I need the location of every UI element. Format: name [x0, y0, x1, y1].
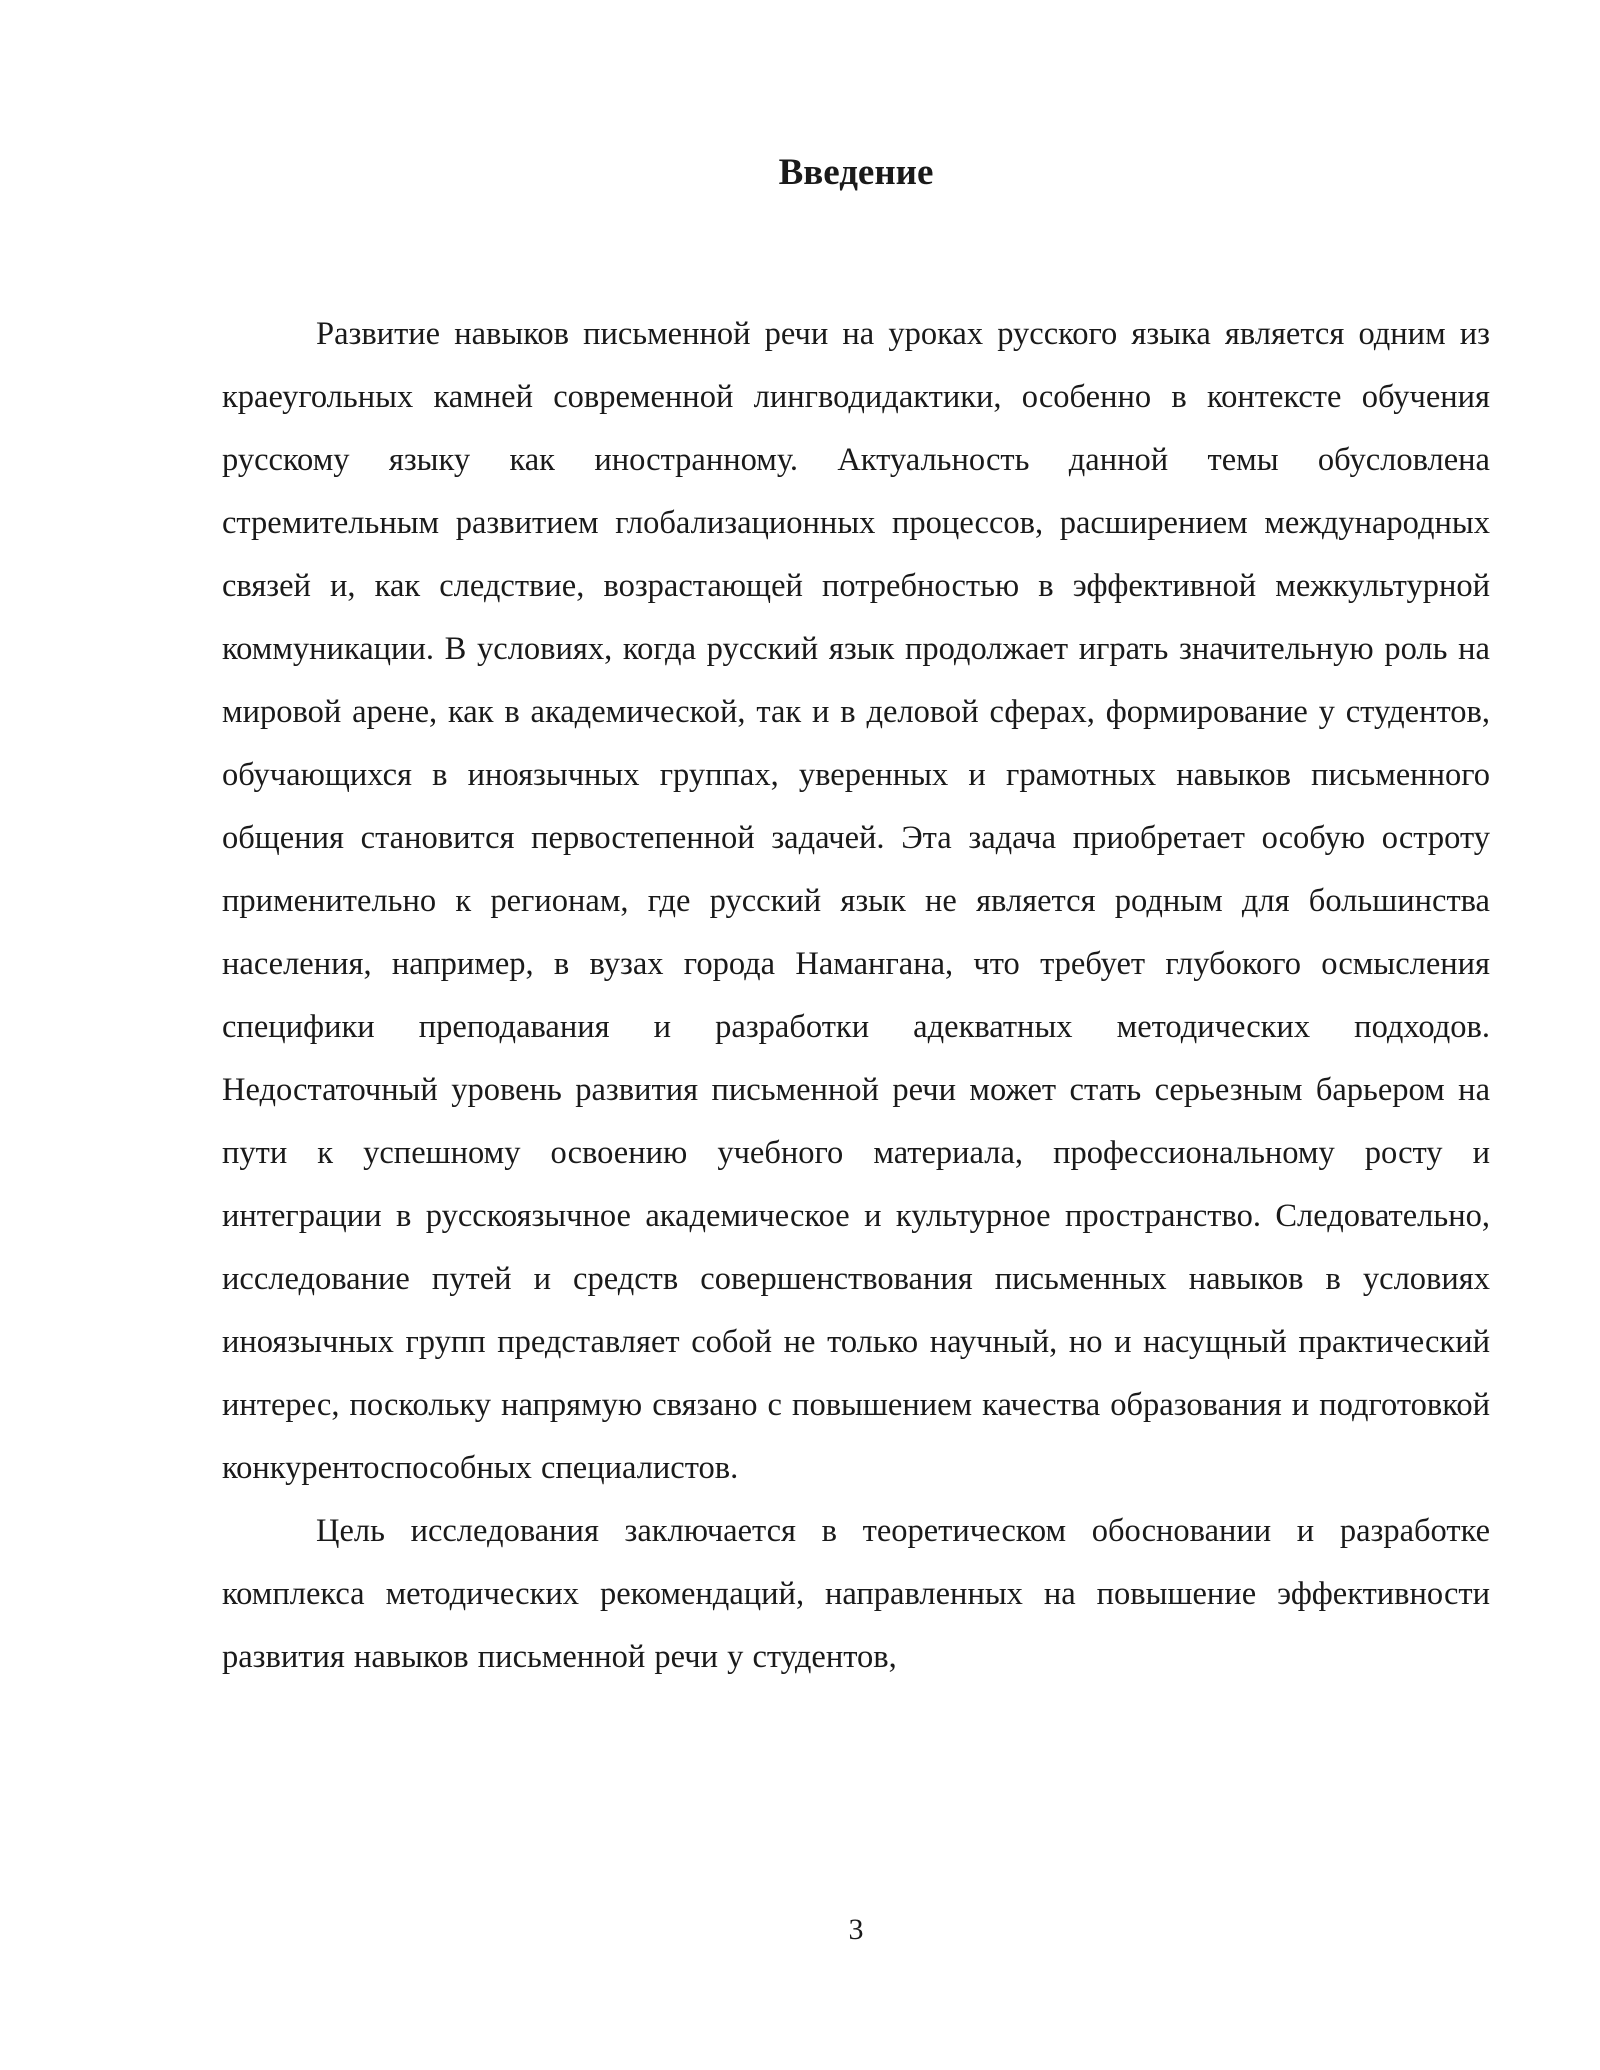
paragraph-research-goal: Цель исследования заключается в теоретическом обосновании и разработке комплекса методических рекомендаций, направленных на повышение эффективности развития навыков письменной речи у студентов,	[222, 1513, 1490, 1675]
section-title: Введение	[778, 152, 934, 193]
page-number: 3	[848, 1913, 864, 1946]
paragraph-relevance: Развитие навыков письменной речи на уроках русского языка является одним из краеугольных камней современной лингводидактики, особенно в контексте обучения русскому языку как иностранному. Актуальность данной темы обусловлена стремительным развитием глобализационных процессов, расширением международных связей и, как следствие, возрастающей потребностью в эффективной межкультурной коммуникации. В условиях, когда русский язык продолжает играть значительную роль на мировой арене, как в академической, так и в деловой сферах, формирование у студентов, обучающихся в иноязычных группах, уверенных и грамотных навыков письменного общения становится первостепенной задачей. Эта задача приобретает особую остроту применительно к регионам, где русский язык не является родным для большинства населения, например, в вузах города Намангана, что требует глубокого осмысления специфики преподавания и разработки адекватных методических подходов. Недостаточный уровень развития письменной речи может стать серьезным барьером на пути к успешному освоению учебного материала, профессиональному росту и интеграции в русскоязычное академическое и культурное пространство. Следовательно, исследование путей и средств совершенствования письменных навыков в условиях иноязычных групп представляет собой не только научный, но и насущный практический интерес, поскольку напрямую связано с повышением качества образования и подготовкой конкурентоспособных специалистов.	[222, 316, 1490, 1486]
body-text	[222, 303, 1490, 1689]
